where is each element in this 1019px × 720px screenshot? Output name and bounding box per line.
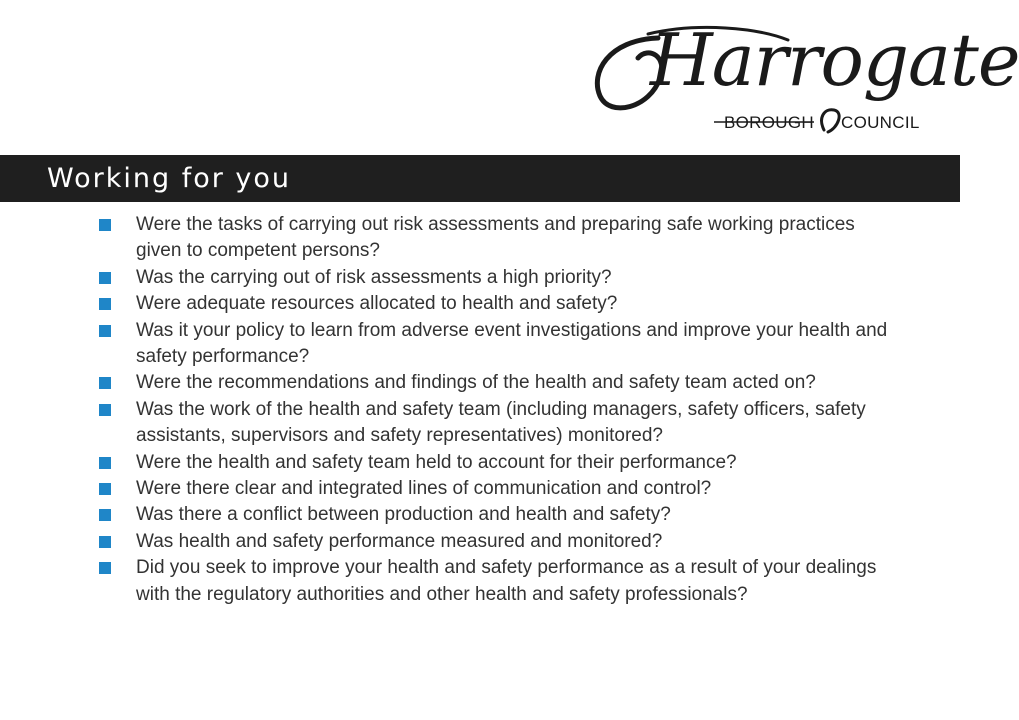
list-item — [0, 397, 896, 450]
square-bullet-icon — [99, 325, 111, 337]
list-item-text: Were the health and safety team held to account for their performance? — [136, 451, 737, 473]
list-item-text: Was the carrying out of risk assessments a high priority? — [136, 266, 612, 288]
list-item — [0, 476, 896, 502]
square-bullet-icon — [99, 483, 111, 495]
list-item-text: Was the work of the health and safety team (including managers, safety officers, safety assistants, supervisors and safety representatives) monitored? — [136, 398, 866, 447]
list-item-text: Was there a conflict between production and health and safety? — [136, 504, 671, 526]
checklist — [0, 212, 960, 608]
square-bullet-icon — [99, 404, 111, 416]
list-item-text: Was health and safety performance measured and monitored? — [136, 530, 663, 552]
list-item — [0, 265, 896, 291]
list-item — [0, 318, 896, 371]
square-bullet-icon — [99, 298, 111, 310]
list-item — [0, 370, 896, 396]
square-bullet-icon — [99, 377, 111, 389]
list-item — [0, 212, 896, 265]
list-item — [0, 529, 896, 555]
list-item-text: Was it your policy to learn from adverse event investigations and improve your health and safety performance? — [136, 319, 888, 368]
square-bullet-icon — [99, 457, 111, 469]
list-item-text: Were there clear and integrated lines of communication and control? — [136, 478, 712, 500]
title-bar — [0, 155, 960, 202]
list-item-text: Were adequate resources allocated to health and safety? — [136, 293, 618, 315]
square-bullet-icon — [99, 536, 111, 548]
page-title: Working for you — [47, 163, 292, 194]
logo-wordmark: Harrogate — [650, 18, 1019, 102]
list-item — [0, 555, 896, 608]
list-item-text: Were the tasks of carrying out risk assessments and preparing safe working practices given to competent persons? — [136, 214, 855, 262]
list-item — [0, 450, 896, 476]
square-bullet-icon — [99, 509, 111, 521]
list-item-text: Did you seek to improve your health and safety performance as a result of your dealings with the regulatory authorities and other health and safety professionals? — [136, 557, 877, 605]
harrogate-borough-council-logo — [588, 18, 1019, 138]
list-item — [0, 291, 896, 317]
list-item-text: Were the recommendations and findings of the health and safety team acted on? — [136, 372, 816, 394]
logo-subtitle-council: COUNCIL — [841, 113, 920, 132]
square-bullet-icon — [99, 562, 111, 574]
square-bullet-icon — [99, 219, 111, 231]
square-bullet-icon — [99, 272, 111, 284]
list-item — [0, 502, 896, 528]
logo-subtitle-borough: BOROUGH — [724, 113, 814, 132]
